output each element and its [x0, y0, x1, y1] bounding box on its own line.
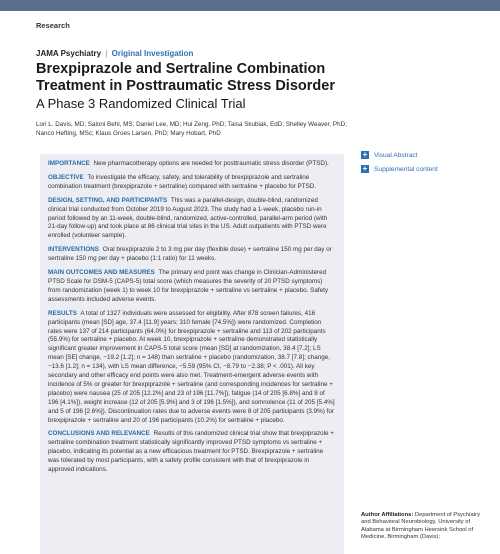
- affiliations-heading: Author Affiliations:: [361, 512, 414, 518]
- abstract-heading: CONCLUSIONS AND RELEVANCE: [48, 430, 150, 438]
- abstract-text: Oral brexpiprazole 2 to 3 mg per day (flexible dose) + sertraline 150 mg per day or sertraline 150 mg per day + placebo (1:1 ratio) for 11 weeks.: [48, 246, 332, 263]
- journal-top-bar: [0, 0, 500, 11]
- abstract-text: Results of this randomized clinical trial show that brexpiprazole + sertraline combination treatment statistically significantly improved PTSD symptoms vs sertraline + placebo, indicating its potential as a new efficacious treatment for PTSD. Brexpiprazole + sertraline was tolerated by most participants, with a safety profile consistent with that of brexpiprazole in approved indications.: [48, 430, 334, 474]
- supplemental-content-label: Supplemental content: [374, 165, 438, 173]
- abstract-box: [40, 154, 344, 554]
- plus-icon: +: [362, 150, 368, 159]
- section-label: Research: [36, 21, 70, 30]
- abstract-importance: [48, 160, 336, 169]
- abstract-text: To investigate the efficacy, safety, and tolerability of brexpiprazole and sertraline combination treatment (brexpiprazole + sertraline) compared with sertraline + placebo for PTSD.: [48, 173, 317, 190]
- journal-separator: |: [105, 49, 108, 58]
- journal-line: [36, 49, 193, 58]
- article-type[interactable]: Original Investigation: [111, 49, 194, 58]
- abstract-text: The primary end point was change in Clinician-Administered PTSD Scale for DSM-5 (CAPS-5) total score (which measures the severity of 20 PTSD symptoms) from randomization (week 1) to week 10 for brexpiprazole + sertraline vs sertraline + placebo. Safety assessments included adverse events.: [48, 269, 328, 303]
- abstract-text: A total of 1327 individuals were assessed for eligibility. After 878 screen failures, 416 participants (mean [SD] age, 37.4 [11.9] years; 310 female [74.5%]) were randomized. Completion rates were 137 of 214 participants (64.0%) for brexpiprazole + sertraline and 113 of 202 participants (55.9%) for sertraline + placebo. At week 10, brexpiprazole + sertraline demonstrated statistically significant greater improvement in CAPS-5 total score (mean [SD] at randomization, 38.4 [7.2]; LS mean [SE] change, −19.2 [1.2]; n = 148) than sertraline + placebo (randomization, 38.7 [7.8]; change, −13.6 [1.2]; n = 134), with LS mean difference, −5.59 (95% CI, −8.79 to −2.38; P < .001). All key secondary and other efficacy end points were also met. Treatment-emergent adverse events with incidence of 5% or greater for brexpiprazole + sertraline (and corresponding incidences for sertraline + placebo) were nausea (25 of 205 [12.2%] and 23 of 196 [11.7%]), fatigue (14 of 205 [6.8%] and 8 of 196 [4.1%]), weight increase (12 of 205 [5.9%] and 3 of 196 [1.5%]), and somnolence (11 of 205 [5.4%] and 5 of 196 [2.6%]). Discontinuation rates due to adverse events were 8 of 205 participants (3.9%) for brexpiprazole + sertraline and 20 of 196 participants (10.2%) for sertraline + placebo.: [48, 309, 335, 424]
- journal-name[interactable]: JAMA Psychiatry: [36, 49, 102, 58]
- abstract-heading: INTERVENTIONS: [48, 246, 99, 254]
- abstract-heading: OBJECTIVE: [48, 173, 84, 181]
- plus-icon: +: [362, 164, 368, 173]
- abstract-heading: RESULTS: [48, 309, 77, 317]
- abstract-outcomes: [48, 269, 336, 305]
- abstract-text: New pharmacotherapy options are needed for posttraumatic stress disorder (PTSD).: [93, 160, 329, 167]
- abstract-conclusions: [48, 430, 336, 475]
- article-subtitle: A Phase 3 Randomized Clinical Trial: [36, 96, 246, 111]
- supplemental-content-link[interactable]: [361, 165, 438, 173]
- visual-abstract-link[interactable]: [361, 151, 418, 159]
- article-title: Brexpiprazole and Sertraline Combination Treatment in Posttraumatic Stress Disorder: [36, 61, 335, 94]
- abstract-results: [48, 310, 336, 426]
- abstract-heading: DESIGN, SETTING, AND PARTICIPANTS: [48, 196, 168, 204]
- abstract-interventions: [48, 246, 336, 264]
- affiliations-text: Department of Psychiatry and Behavioral Neurobiology, University of Alabama at Birmingham Heersink School of Medicine, Birmingham (Davis);: [361, 512, 480, 541]
- abstract-objective: [48, 174, 336, 192]
- abstract-heading: IMPORTANCE: [48, 160, 90, 167]
- abstract-text: This was a parallel-design, double-blind, randomized clinical trial conducted from October 2019 to August 2023. The study had a 1-week, placebo run-in period followed by an 11-week, double-blind, randomized, active-controlled, parallel-arm period (with 21-day follow-up) and took place at 86 clinical trial sites in the US. Adult outpatients with PTSD were enrolled (volunteer sample).: [48, 196, 328, 240]
- visual-abstract-label: Visual Abstract: [374, 151, 418, 159]
- author-affiliations: [361, 512, 489, 542]
- abstract-design: [48, 197, 336, 242]
- abstract-heading: MAIN OUTCOMES AND MEASURES: [48, 269, 155, 277]
- author-list: Lori L. Davis, MD; Saloni Behl, MS; Daniel Lee, MD; Hui Zeng, PhD; Taisa Skubiak, EdD; Shelley Weaver, PhD; Nanco Hefting, MSc; Klaus Groes Larsen, PhD; Mary Hobart, PhD: [36, 121, 347, 137]
